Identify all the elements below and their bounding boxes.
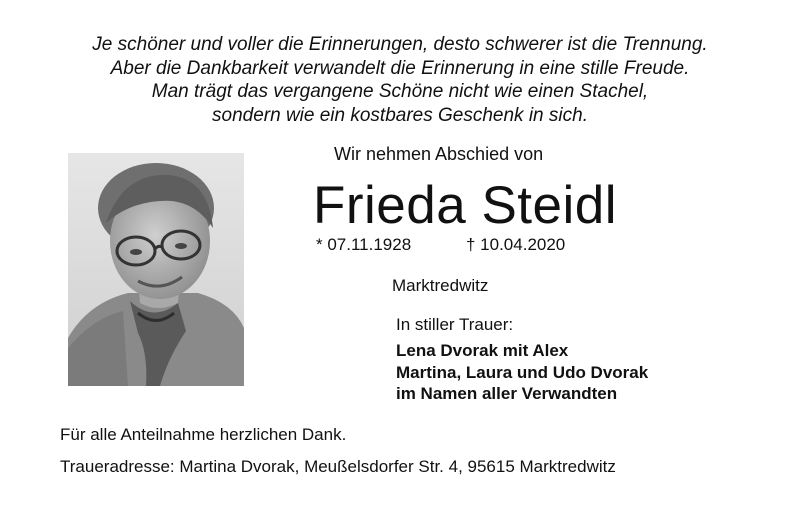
quote-line: Je schöner und voller die Erinnerungen, desto schwerer ist die Trennung.: [92, 34, 708, 55]
death-date: † 10.04.2020: [466, 235, 566, 254]
quote-line: Aber die Dankbarkeit verwandelt die Erinnerung in eine stille Freude.: [110, 57, 690, 79]
birth-date: * 07.11.1928: [316, 235, 412, 254]
memorial-quote: [0, 33, 800, 127]
mourning-label: In stiller Trauer:: [396, 315, 514, 334]
portrait-photo: [68, 153, 244, 386]
farewell-intro: Wir nehmen Abschied von: [334, 144, 544, 164]
mourners-list: [396, 340, 648, 405]
portrait-photo-icon: [68, 153, 244, 386]
mourning-address: Traueradresse: Martina Dvorak, Meußelsdorfer Str. 4, 95615 Marktredwitz: [60, 457, 616, 476]
quote-line: sondern wie ein kostbares Geschenk in sich.: [212, 104, 588, 126]
thanks-note: Für alle Anteilnahme herzlichen Dank.: [60, 425, 347, 444]
quote-line: Man trägt das vergangene Schöne nicht wie einen Stachel,: [151, 81, 649, 102]
mourner-line: Martina, Laura und Udo Dvorak: [396, 362, 649, 382]
deceased-name: Frieda Steidl: [313, 176, 618, 235]
place-of-residence: Marktredwitz: [392, 276, 489, 295]
mourner-line: im Namen aller Verwandten: [396, 384, 618, 403]
mourner-line: Lena Dvorak mit Alex: [396, 341, 569, 360]
life-dates: [316, 235, 565, 255]
